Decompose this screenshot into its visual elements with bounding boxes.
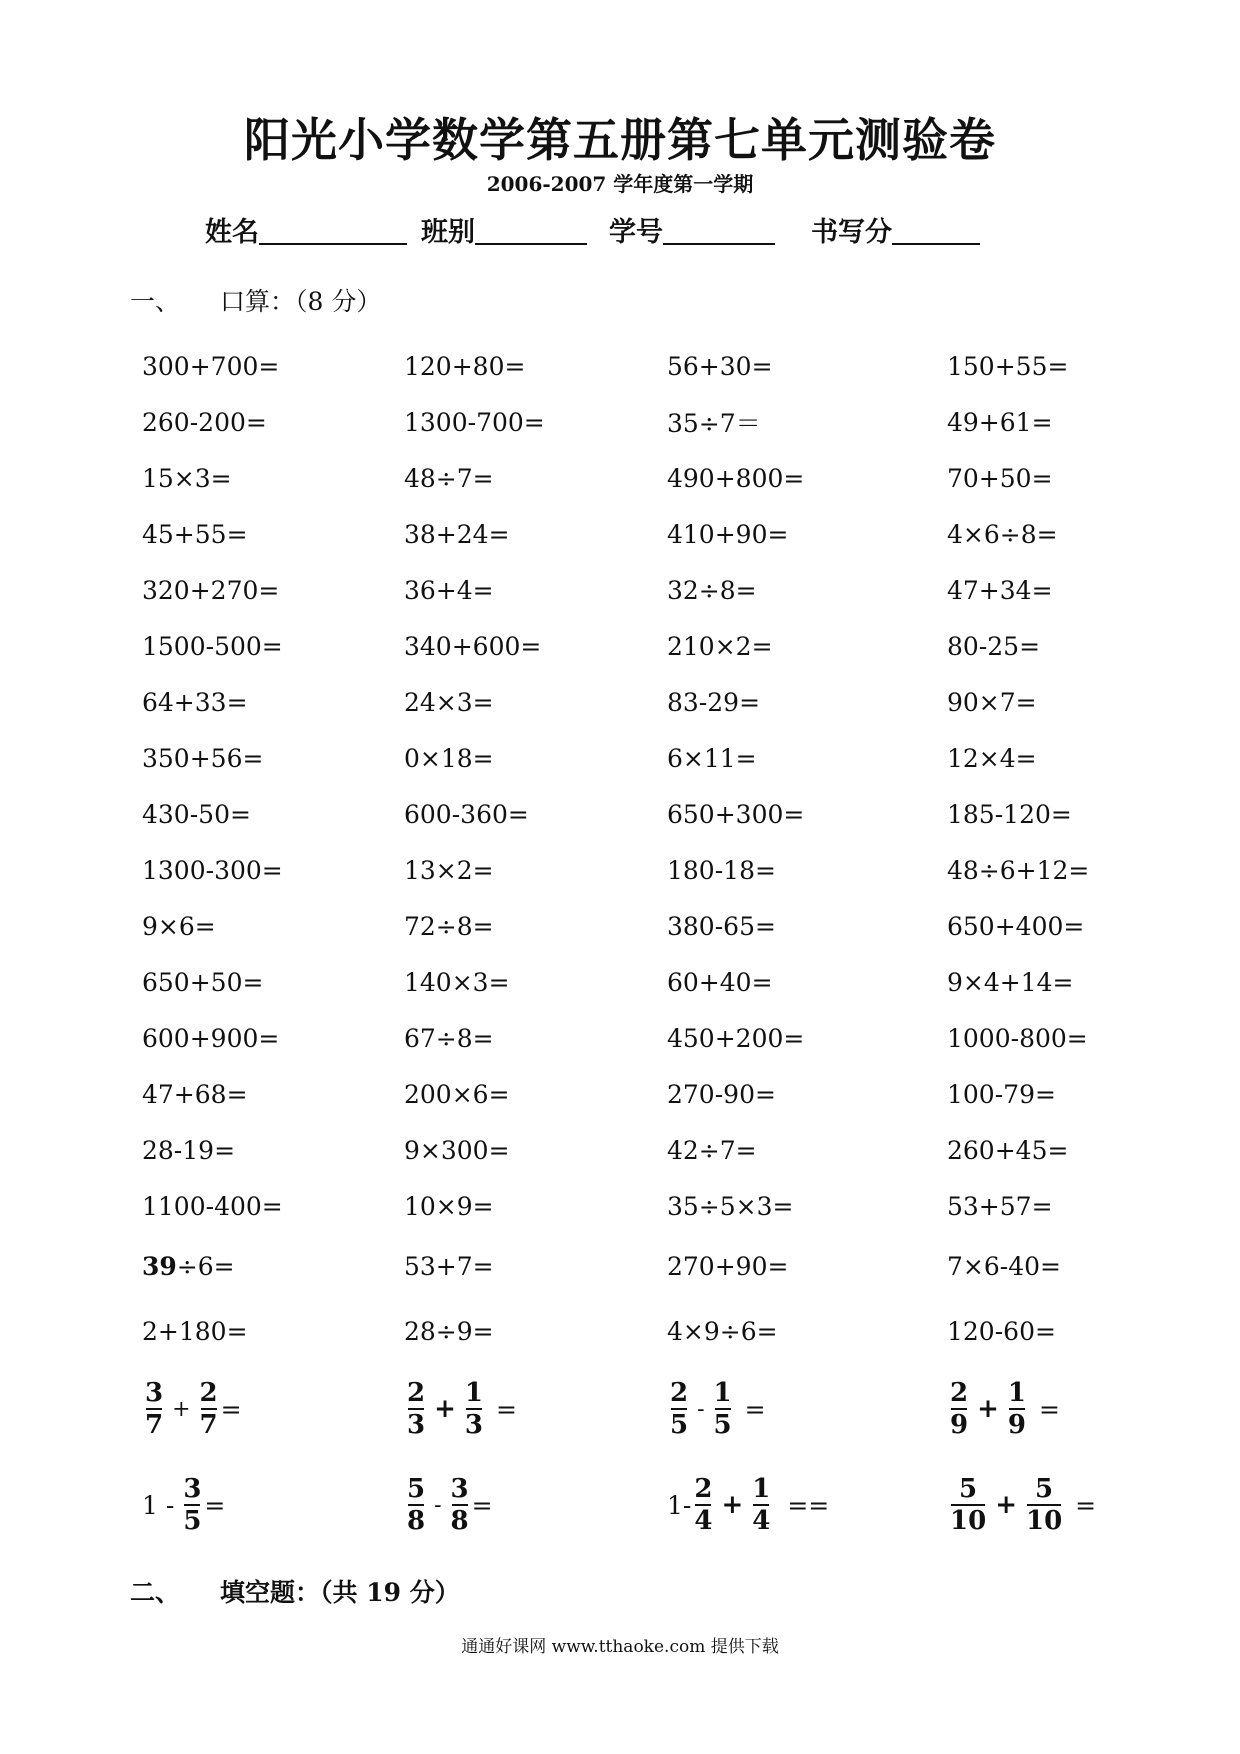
fraction [714,1378,732,1440]
page-title: 阳光小学数学第五册第七单元测验卷 [244,113,996,167]
denominator: 9 [950,1410,969,1440]
problem: 10×9= [404,1191,494,1221]
problem: 185-120= [947,799,1072,829]
problem: 180-18= [667,855,776,885]
prefix: 1- [667,1490,692,1520]
problem-bold-part: 39 [142,1252,177,1281]
fraction [1008,1378,1026,1440]
problem: 13×2= [404,855,494,885]
fraction-problem [947,1474,1142,1536]
numerator: 2 [407,1378,426,1408]
problem: 9×4+14= [947,967,1074,997]
problem: 270-90= [667,1079,776,1109]
equals-sign: = [471,1490,493,1520]
equals-sign: == [787,1490,830,1520]
denominator: 5 [670,1410,689,1440]
fraction [451,1474,469,1536]
problem [142,1252,404,1281]
operator: - [697,1396,705,1422]
problem: 56+30= [667,351,773,381]
problem-row [142,954,1142,1010]
problem: 340+600= [404,631,542,661]
problem: 270+90= [667,1252,789,1281]
problem: 4×9÷6= [667,1317,778,1346]
problem: 90×7= [947,687,1037,717]
operator: - [434,1492,442,1518]
fraction-row [142,1474,1142,1536]
fraction [752,1474,770,1536]
section-1-heading [130,282,381,318]
problem-row [142,1178,1142,1234]
fraction [407,1474,425,1536]
problem: 100-79= [947,1079,1056,1109]
operator: + [995,1490,1017,1520]
problem: 150+55= [947,351,1069,381]
problem-row [142,786,1142,842]
numerator: 3 [183,1474,202,1504]
denominator: 3 [407,1410,426,1440]
denominator: 3 [464,1410,483,1440]
class-blank[interactable] [475,215,587,245]
problem: 650+400= [947,911,1085,941]
name-blank[interactable] [259,215,407,245]
problem: 260-200= [142,407,267,437]
problem: 64+33= [142,687,248,717]
problem: 600-360= [404,799,529,829]
fraction [407,1378,425,1440]
problem: 320+270= [142,575,280,605]
numerator: 3 [450,1474,469,1504]
problem: 490+800= [667,463,805,493]
problem-row [142,618,1142,674]
page-subtitle: 2006-2007 学年度第一学期 [486,172,754,196]
fraction-problem [667,1474,947,1536]
prefix: 1 - [142,1490,175,1520]
fraction-problem [947,1378,1142,1440]
problem: 450+200= [667,1023,805,1053]
problem: 15×3= [142,463,232,493]
numerator: 2 [694,1474,713,1504]
section-2-number: 二、 [130,1578,181,1607]
equals-sign: = [744,1394,766,1424]
numerator: 1 [713,1378,732,1408]
problem: 140×3= [404,967,510,997]
problem: 410+90= [667,519,789,549]
student-no-label: 学号 [609,217,663,248]
denominator: 9 [1007,1410,1026,1440]
section-1-number: 一、 [130,287,181,316]
mental-math-grid [142,338,1142,1364]
equals-sign: = [220,1394,242,1424]
problem: 72÷8= [404,911,494,941]
denominator: 5 [713,1410,732,1440]
problem-rest: ÷6= [176,1252,235,1281]
problem: 650+50= [142,967,264,997]
fraction-problem [404,1474,667,1536]
problem: 12×4= [947,743,1037,773]
problem: 600+900= [142,1023,280,1053]
problem-row [142,506,1142,562]
problem: 300+700= [142,351,280,381]
problem: 47+68= [142,1079,248,1109]
numerator: 3 [145,1378,164,1408]
problem-row [142,730,1142,786]
section-1-title: 口算：（8 分） [220,287,382,316]
problem: 24×3= [404,687,494,717]
problem: 28÷9= [404,1317,494,1346]
problem: 60+40= [667,967,773,997]
fraction [950,1474,986,1536]
denominator: 10 [950,1506,987,1536]
denominator: 10 [1025,1506,1063,1536]
problem: 6×11= [667,743,757,773]
fraction [200,1378,218,1440]
problem: 7×6-40= [947,1252,1061,1281]
numerator: 1 [752,1474,771,1504]
numerator: 1 [464,1378,483,1408]
equals-sign: = [495,1394,517,1424]
problem: 9×6= [142,911,216,941]
student-no-blank[interactable] [663,215,775,245]
problem: 4×6÷8= [947,519,1058,549]
section-2-title: 填空题：（共 19 分） [220,1578,460,1607]
problem-row [142,898,1142,954]
problem: 650+300= [667,799,805,829]
problem: 0×18= [404,743,494,773]
problem: 2+180= [142,1317,248,1346]
fraction-row [142,1378,1142,1440]
denominator: 7 [199,1410,218,1440]
problem-row [142,1066,1142,1122]
problem: 260+45= [947,1135,1069,1165]
numerator: 2 [950,1378,969,1408]
fraction [670,1378,688,1440]
denominator: 7 [145,1410,164,1440]
problem: 32÷8= [667,575,757,605]
numerator: 2 [199,1378,218,1408]
problem-row [142,1234,1142,1299]
problem: 120+80= [404,351,526,381]
problem: 1000-800= [947,1023,1088,1053]
section-2-heading [130,1573,460,1609]
denominator: 8 [407,1506,426,1536]
numerator: 5 [407,1474,426,1504]
download-footer: 通通好课网 www.tthaoke.com 提供下载 [461,1637,779,1657]
problem: 36+4= [404,575,494,605]
operator: + [172,1396,191,1422]
problem: 38+24= [404,519,510,549]
problem: 120-60= [947,1317,1056,1346]
fraction [465,1378,483,1440]
problem-row [142,450,1142,506]
problem: 200×6= [404,1079,510,1109]
operator: + [721,1490,744,1520]
problem: 45+55= [142,519,248,549]
numerator: 2 [670,1378,689,1408]
problem: 67÷8= [404,1023,494,1053]
writing-score-label: 书写分 [811,217,892,248]
writing-score-blank[interactable] [892,215,980,245]
problem: 35÷7＝ [667,409,761,438]
problem-row [142,338,1142,394]
denominator: 4 [752,1506,771,1536]
problem: 1100-400= [142,1191,283,1221]
problem-row [142,1010,1142,1066]
fraction-problem [667,1378,947,1440]
problem: 28-19= [142,1135,236,1165]
problem: 42÷7= [667,1135,757,1165]
operator: + [434,1394,456,1424]
numerator: 5 [1035,1474,1054,1504]
problem-row [142,1122,1142,1178]
denominator: 8 [450,1506,469,1536]
problem: 80-25= [947,631,1041,661]
problem: 35÷5×3= [667,1191,794,1221]
problem-row [142,674,1142,730]
problem: 430-50= [142,799,251,829]
equals-sign: = [1075,1490,1097,1520]
fraction [694,1474,712,1536]
problem: 350+56= [142,743,264,773]
problem: 9×300= [404,1135,510,1165]
problem: 210×2= [667,631,773,661]
fraction [950,1378,968,1440]
problem: 53+57= [947,1191,1053,1221]
student-info-line [205,210,994,249]
problem: 83-29= [667,687,761,717]
fraction-problem [142,1378,404,1440]
equals-sign: = [204,1490,226,1520]
fraction-problem [404,1378,667,1440]
class-label: 班别 [421,217,475,248]
equals-sign: = [1038,1394,1060,1424]
numerator: 1 [1007,1378,1026,1408]
problem: 380-65= [667,911,776,941]
problem: 47+34= [947,575,1053,605]
problem: 1300-300= [142,855,283,885]
name-label: 姓名 [205,217,259,248]
numerator: 5 [959,1474,978,1504]
problem: 48÷7= [404,463,494,493]
fraction-problem [142,1474,404,1536]
fraction [145,1378,163,1440]
problem-row [142,842,1142,898]
problem: 1300-700= [404,407,545,437]
problem-row [142,1299,1142,1364]
fraction [1026,1474,1062,1536]
problem: 48÷6+12= [947,855,1090,885]
problem: 70+50= [947,463,1053,493]
problem: 1500-500= [142,631,283,661]
problem: 53+7= [404,1252,494,1281]
denominator: 4 [694,1506,713,1536]
fraction [183,1474,201,1536]
problem-row [142,394,1142,450]
problem: 49+61= [947,407,1053,437]
problem-row [142,562,1142,618]
operator: + [977,1394,999,1424]
denominator: 5 [183,1506,202,1536]
